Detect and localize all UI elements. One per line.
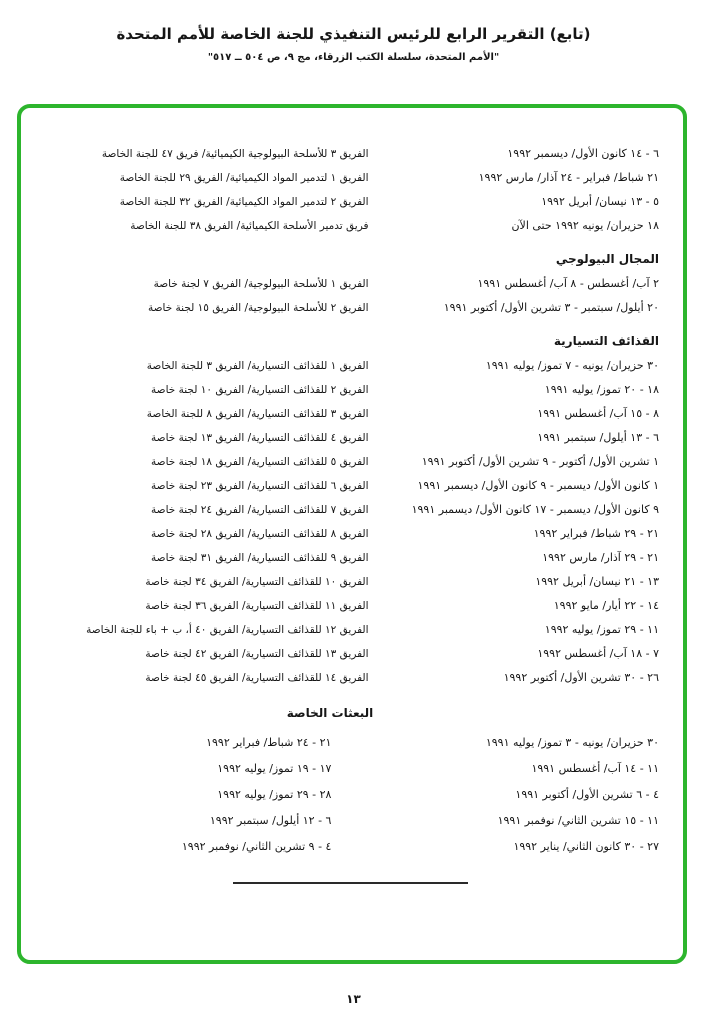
special-mission-row	[41, 756, 659, 782]
inspection-row	[41, 272, 659, 296]
mission-date-left: ٢١ - ٢٤ شباط/ فبراير ١٩٩٢	[206, 736, 332, 749]
inspection-row	[41, 594, 659, 618]
inspection-date: ٩ كانون الأول/ ديسمبر - ١٧ كانون الأول/ ديسمبر ١٩٩١	[411, 503, 659, 516]
separator-line	[233, 882, 468, 884]
inspection-row	[41, 354, 659, 378]
inspection-team: الفريق ١٣ للقذائف التسيارية/ الفريق ٤٢ لجنة خاصة	[145, 648, 369, 660]
inspection-row	[41, 296, 659, 320]
inspection-date: ١ كانون الأول/ ديسمبر - ٩ كانون الأول/ ديسمبر ١٩٩١	[417, 479, 659, 492]
special-missions-heading: البعثات الخاصة	[286, 706, 374, 720]
inspection-row	[41, 498, 659, 522]
inspection-team: الفريق ٢ للأسلحة البيولوجية/ الفريق ١٥ لجنة خاصة	[147, 302, 369, 314]
inspection-team: الفريق ١ للأسلحة البيولوجية/ الفريق ٧ لجنة خاصة	[153, 278, 369, 290]
inspection-team: الفريق ٧ للقذائف التسيارية/ الفريق ٢٤ لجنة خاصة	[151, 504, 369, 516]
inspection-team: الفريق ١ للقذائف التسيارية/ الفريق ٣ للجنة الخاصة	[146, 360, 369, 372]
inspection-team: الفريق ١٢ للقذائف التسيارية/ الفريق ٤٠ أ، ب + باء للجنة الخاصة	[86, 624, 369, 636]
section-heading: المجال البيولوجي	[555, 252, 659, 266]
document-header	[0, 0, 707, 63]
inspection-date: ١٨ - ٢٠ تموز/ يوليه ١٩٩١	[544, 383, 659, 396]
page-number: ١٣	[346, 992, 361, 1006]
special-missions-rows	[41, 730, 659, 860]
inspection-date: ١٤ - ٢٢ أيار/ مايو ١٩٩٢	[553, 599, 659, 612]
inspection-sections	[41, 142, 659, 690]
inspection-row	[41, 426, 659, 450]
inspection-box	[17, 104, 687, 964]
inspection-date: ٦ - ١٤ كانون الأول/ ديسمبر ١٩٩٢	[507, 147, 659, 160]
mission-date-left: ٤ - ٩ تشرين الثاني/ نوفمبر ١٩٩٢	[181, 840, 332, 853]
mission-date-right: ٣٠ حزيران/ يونيه - ٣ تموز/ يوليه ١٩٩١	[485, 736, 659, 749]
inspection-row	[41, 666, 659, 690]
inspection-row	[41, 142, 659, 166]
inspection-team: الفريق ٥ للقذائف التسيارية/ الفريق ١٨ لجنة خاصة	[151, 456, 369, 468]
inspection-team: الفريق ١٠ للقذائف التسيارية/ الفريق ٣٤ لجنة خاصة	[145, 576, 369, 588]
inspection-date: ١ تشرين الأول/ أكتوبر - ٩ تشرين الأول/ أكتوبر ١٩٩١	[421, 455, 659, 468]
inspection-team: الفريق ٩ للقذائف التسيارية/ الفريق ٣١ لجنة خاصة	[151, 552, 369, 564]
document-title: (تابع) التقرير الرابع للرئيس التنفيذي للجنة الخاصة للأمم المتحدة	[116, 25, 591, 43]
inspection-date: ٢٠ أيلول/ سبتمبر - ٣ تشرين الأول/ أكتوبر ١٩٩١	[443, 301, 659, 314]
section-heading: القذائف التسيارية	[553, 334, 659, 348]
inspection-date: ٧ - ١٨ آب/ أغسطس ١٩٩٢	[537, 647, 659, 660]
inspection-team: الفريق ٢ للقذائف التسيارية/ الفريق ١٠ لجنة خاصة	[151, 384, 369, 396]
inspection-date: ٢١ - ٢٩ آذار/ مارس ١٩٩٢	[542, 551, 659, 564]
special-mission-row	[41, 834, 659, 860]
inspection-row	[41, 166, 659, 190]
inspection-row	[41, 570, 659, 594]
mission-date-right: ٤ - ٦ تشرين الأول/ أكتوبر ١٩٩١	[515, 788, 659, 801]
inspection-row	[41, 378, 659, 402]
inspection-row	[41, 190, 659, 214]
inspection-row	[41, 214, 659, 238]
inspection-date: ٨ - ١٥ آب/ أغسطس ١٩٩١	[537, 407, 659, 420]
inspection-row	[41, 618, 659, 642]
inspection-team: الفريق ٣ للقذائف التسيارية/ الفريق ٨ للجنة الخاصة	[146, 408, 369, 420]
mission-date-left: ٦ - ١٢ أيلول/ سبتمبر ١٩٩٢	[209, 814, 332, 827]
mission-date-right: ١١ - ١٤ آب/ أغسطس ١٩٩١	[531, 762, 659, 775]
inspection-team: الفريق ٨ للقذائف التسيارية/ الفريق ٢٨ لجنة خاصة	[151, 528, 369, 540]
mission-date-left: ٢٨ - ٢٩ تموز/ يوليه ١٩٩٢	[217, 788, 332, 801]
mission-date-right: ١١ - ١٥ تشرين الثاني/ نوفمبر ١٩٩١	[497, 814, 659, 827]
inspection-date: ٢١ - ٢٩ شباط/ فبراير ١٩٩٢	[533, 527, 659, 540]
mission-date-right: ٢٧ - ٣٠ كانون الثاني/ يناير ١٩٩٢	[513, 840, 659, 853]
inspection-date: ١٣ - ٢١ نيسان/ أبريل ١٩٩٢	[535, 575, 659, 588]
inspection-row	[41, 450, 659, 474]
inspection-team: الفريق ٣ للأسلحة البيولوجية الكيميائية/ فريق ٤٧ للجنة الخاصة	[101, 148, 369, 160]
inspection-date: ٢ آب/ أغسطس - ٨ آب/ أغسطس ١٩٩١	[477, 277, 659, 290]
inspection-date: ٢١ شباط/ فبراير - ٢٤ آذار/ مارس ١٩٩٢	[478, 171, 659, 184]
inspection-row	[41, 402, 659, 426]
inspection-team: الفريق ٤ للقذائف التسيارية/ الفريق ١٣ لجنة خاصة	[151, 432, 369, 444]
inspection-date: ٢٦ - ٣٠ تشرين الأول/ أكتوبر ١٩٩٢	[503, 671, 659, 684]
inspection-row	[41, 546, 659, 570]
inspection-date: ١٨ حزيران/ يونيه ١٩٩٢ حتى الآن	[511, 219, 659, 232]
inspection-date: ٥ - ١٣ نيسان/ أبريل ١٩٩٢	[541, 195, 659, 208]
inspection-date: ١١ - ٢٩ تموز/ يوليه ١٩٩٢	[544, 623, 659, 636]
inspection-row	[41, 522, 659, 546]
inspection-row	[41, 642, 659, 666]
inspection-date: ٣٠ حزيران/ يونيه - ٧ تموز/ يوليه ١٩٩١	[485, 359, 659, 372]
document-source-line: "الأمم المتحدة، سلسلة الكتب الزرقاء، مج ٩، ص ٥٠٤ ــ ٥١٧"	[207, 52, 500, 63]
special-mission-row	[41, 808, 659, 834]
mission-date-left: ١٧ - ١٩ تموز/ يوليه ١٩٩٢	[217, 762, 332, 775]
inspection-team: الفريق ١٤ للقذائف التسيارية/ الفريق ٤٥ لجنة خاصة	[145, 672, 369, 684]
inspection-team: فريق تدمير الأسلحة الكيميائية/ الفريق ٣٨ للجنة الخاصة	[130, 220, 369, 232]
inspection-date: ٦ - ١٣ أيلول/ سبتمبر ١٩٩١	[537, 431, 659, 444]
inspection-team: الفريق ١ لتدمير المواد الكيميائية/ الفريق ٢٩ للجنة الخاصة	[119, 172, 369, 184]
special-mission-row	[41, 730, 659, 756]
inspection-row	[41, 474, 659, 498]
special-mission-row	[41, 782, 659, 808]
inspection-team: الفريق ٦ للقذائف التسيارية/ الفريق ٢٣ لجنة خاصة	[151, 480, 369, 492]
inspection-team: الفريق ٢ لتدمير المواد الكيميائية/ الفريق ٣٢ للجنة الخاصة	[119, 196, 369, 208]
inspection-team: الفريق ١١ للقذائف التسيارية/ الفريق ٣٦ لجنة خاصة	[145, 600, 369, 612]
